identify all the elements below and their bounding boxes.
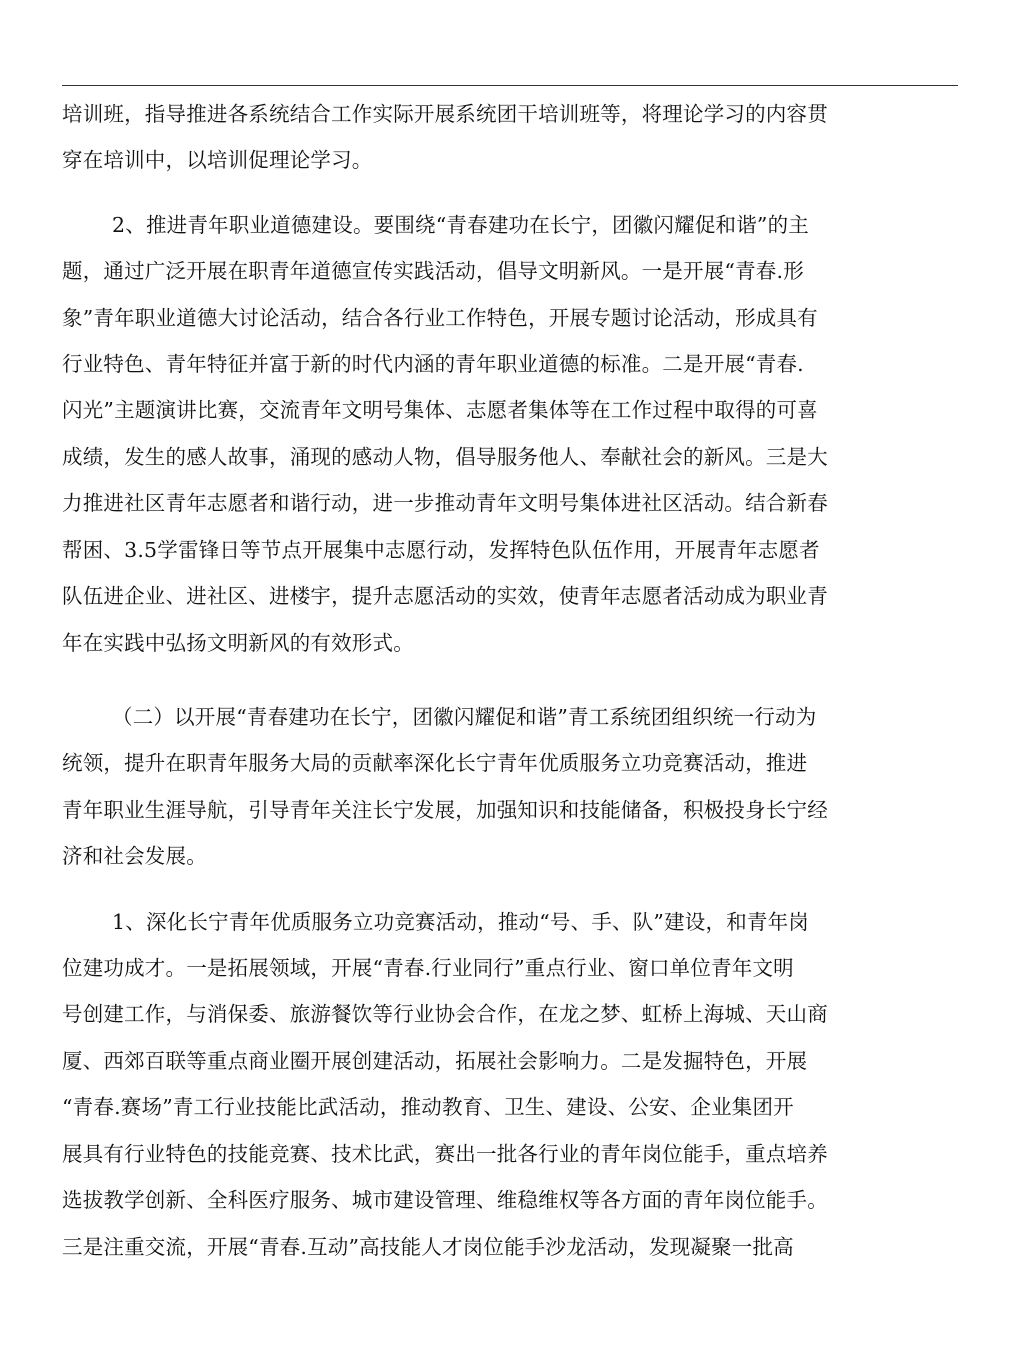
text-line: 闪光”主题演讲比赛，交流青年文明号集体、志愿者集体等在工作过程中取得的可喜 (62, 398, 818, 422)
text-line: 1、深化长宁青年优质服务立功竞赛活动，推动“号、手、队”建设，和青年岗 (112, 910, 810, 934)
text-line: 展具有行业特色的技能竞赛、技术比武，赛出一批各行业的青年岗位能手，重点培养 (62, 1142, 828, 1166)
text-line: 济和社会发展。 (62, 844, 207, 868)
text-line: 行业特色、青年特征并富于新的时代内涵的青年职业道德的标准。二是开展“青春. (62, 352, 804, 376)
text-line: 号创建工作，与消保委、旅游餐饮等行业协会合作，在龙之梦、虹桥上海城、天山商 (62, 1002, 828, 1026)
text-line: 2、推进青年职业道德建设。要围绕“青春建功在长宁，团徽闪耀促和谐”的主 (112, 213, 810, 237)
text-line: 青年职业生涯导航，引导青年关注长宁发展，加强知识和技能储备，积极投身长宁经 (62, 798, 828, 822)
text-line: 培训班，指导推进各系统结合工作实际开展系统团干培训班等，将理论学习的内容贯 (62, 102, 828, 126)
header-rule (62, 85, 958, 86)
text-line: 位建功成才。一是拓展领域，开展“青春.行业同行”重点行业、窗口单位青年文明 (62, 956, 794, 980)
text-line: 年在实践中弘扬文明新风的有效形式。 (62, 631, 414, 655)
text-line: 象”青年职业道德大讨论活动，结合各行业工作特色，开展专题讨论活动，形成具有 (62, 306, 818, 330)
text-line: 成绩，发生的感人故事，涌现的感动人物，倡导服务他人、奉献社会的新风。三是大 (62, 445, 828, 469)
text-line: 穿在培训中，以培训促理论学习。 (62, 148, 373, 172)
text-line: 题，通过广泛开展在职青年道德宣传实践活动，倡导文明新风。一是开展“青春.形 (62, 259, 804, 283)
text-line: 帮困、3.5学雷锋日等节点开展集中志愿行动，发挥特色队伍作用，开展青年志愿者 (62, 538, 820, 562)
text-line: 厦、西郊百联等重点商业圈开展创建活动，拓展社会影响力。二是发掘特色，开展 (62, 1049, 808, 1073)
text-line: 选拔教学创新、全科医疗服务、城市建设管理、维稳维权等各方面的青年岗位能手。 (62, 1188, 828, 1212)
text-line: 三是注重交流，开展“青春.互动”高技能人才岗位能手沙龙活动，发现凝聚一批高 (62, 1235, 794, 1259)
text-line: 队伍进企业、进社区、进楼宇，提升志愿活动的实效，使青年志愿者活动成为职业青 (62, 584, 828, 608)
text-line: 统领，提升在职青年服务大局的贡献率深化长宁青年优质服务立功竞赛活动，推进 (62, 751, 808, 775)
text-line: “青春.赛场”青工行业技能比武活动，推动教育、卫生、建设、公安、企业集团开 (62, 1095, 794, 1119)
text-line: （二）以开展“青春建功在长宁，团徽闪耀促和谐”青工系统团组织统一行动为 (112, 705, 817, 729)
text-line: 力推进社区青年志愿者和谐行动，进一步推动青年文明号集体进社区活动。结合新春 (62, 491, 828, 515)
